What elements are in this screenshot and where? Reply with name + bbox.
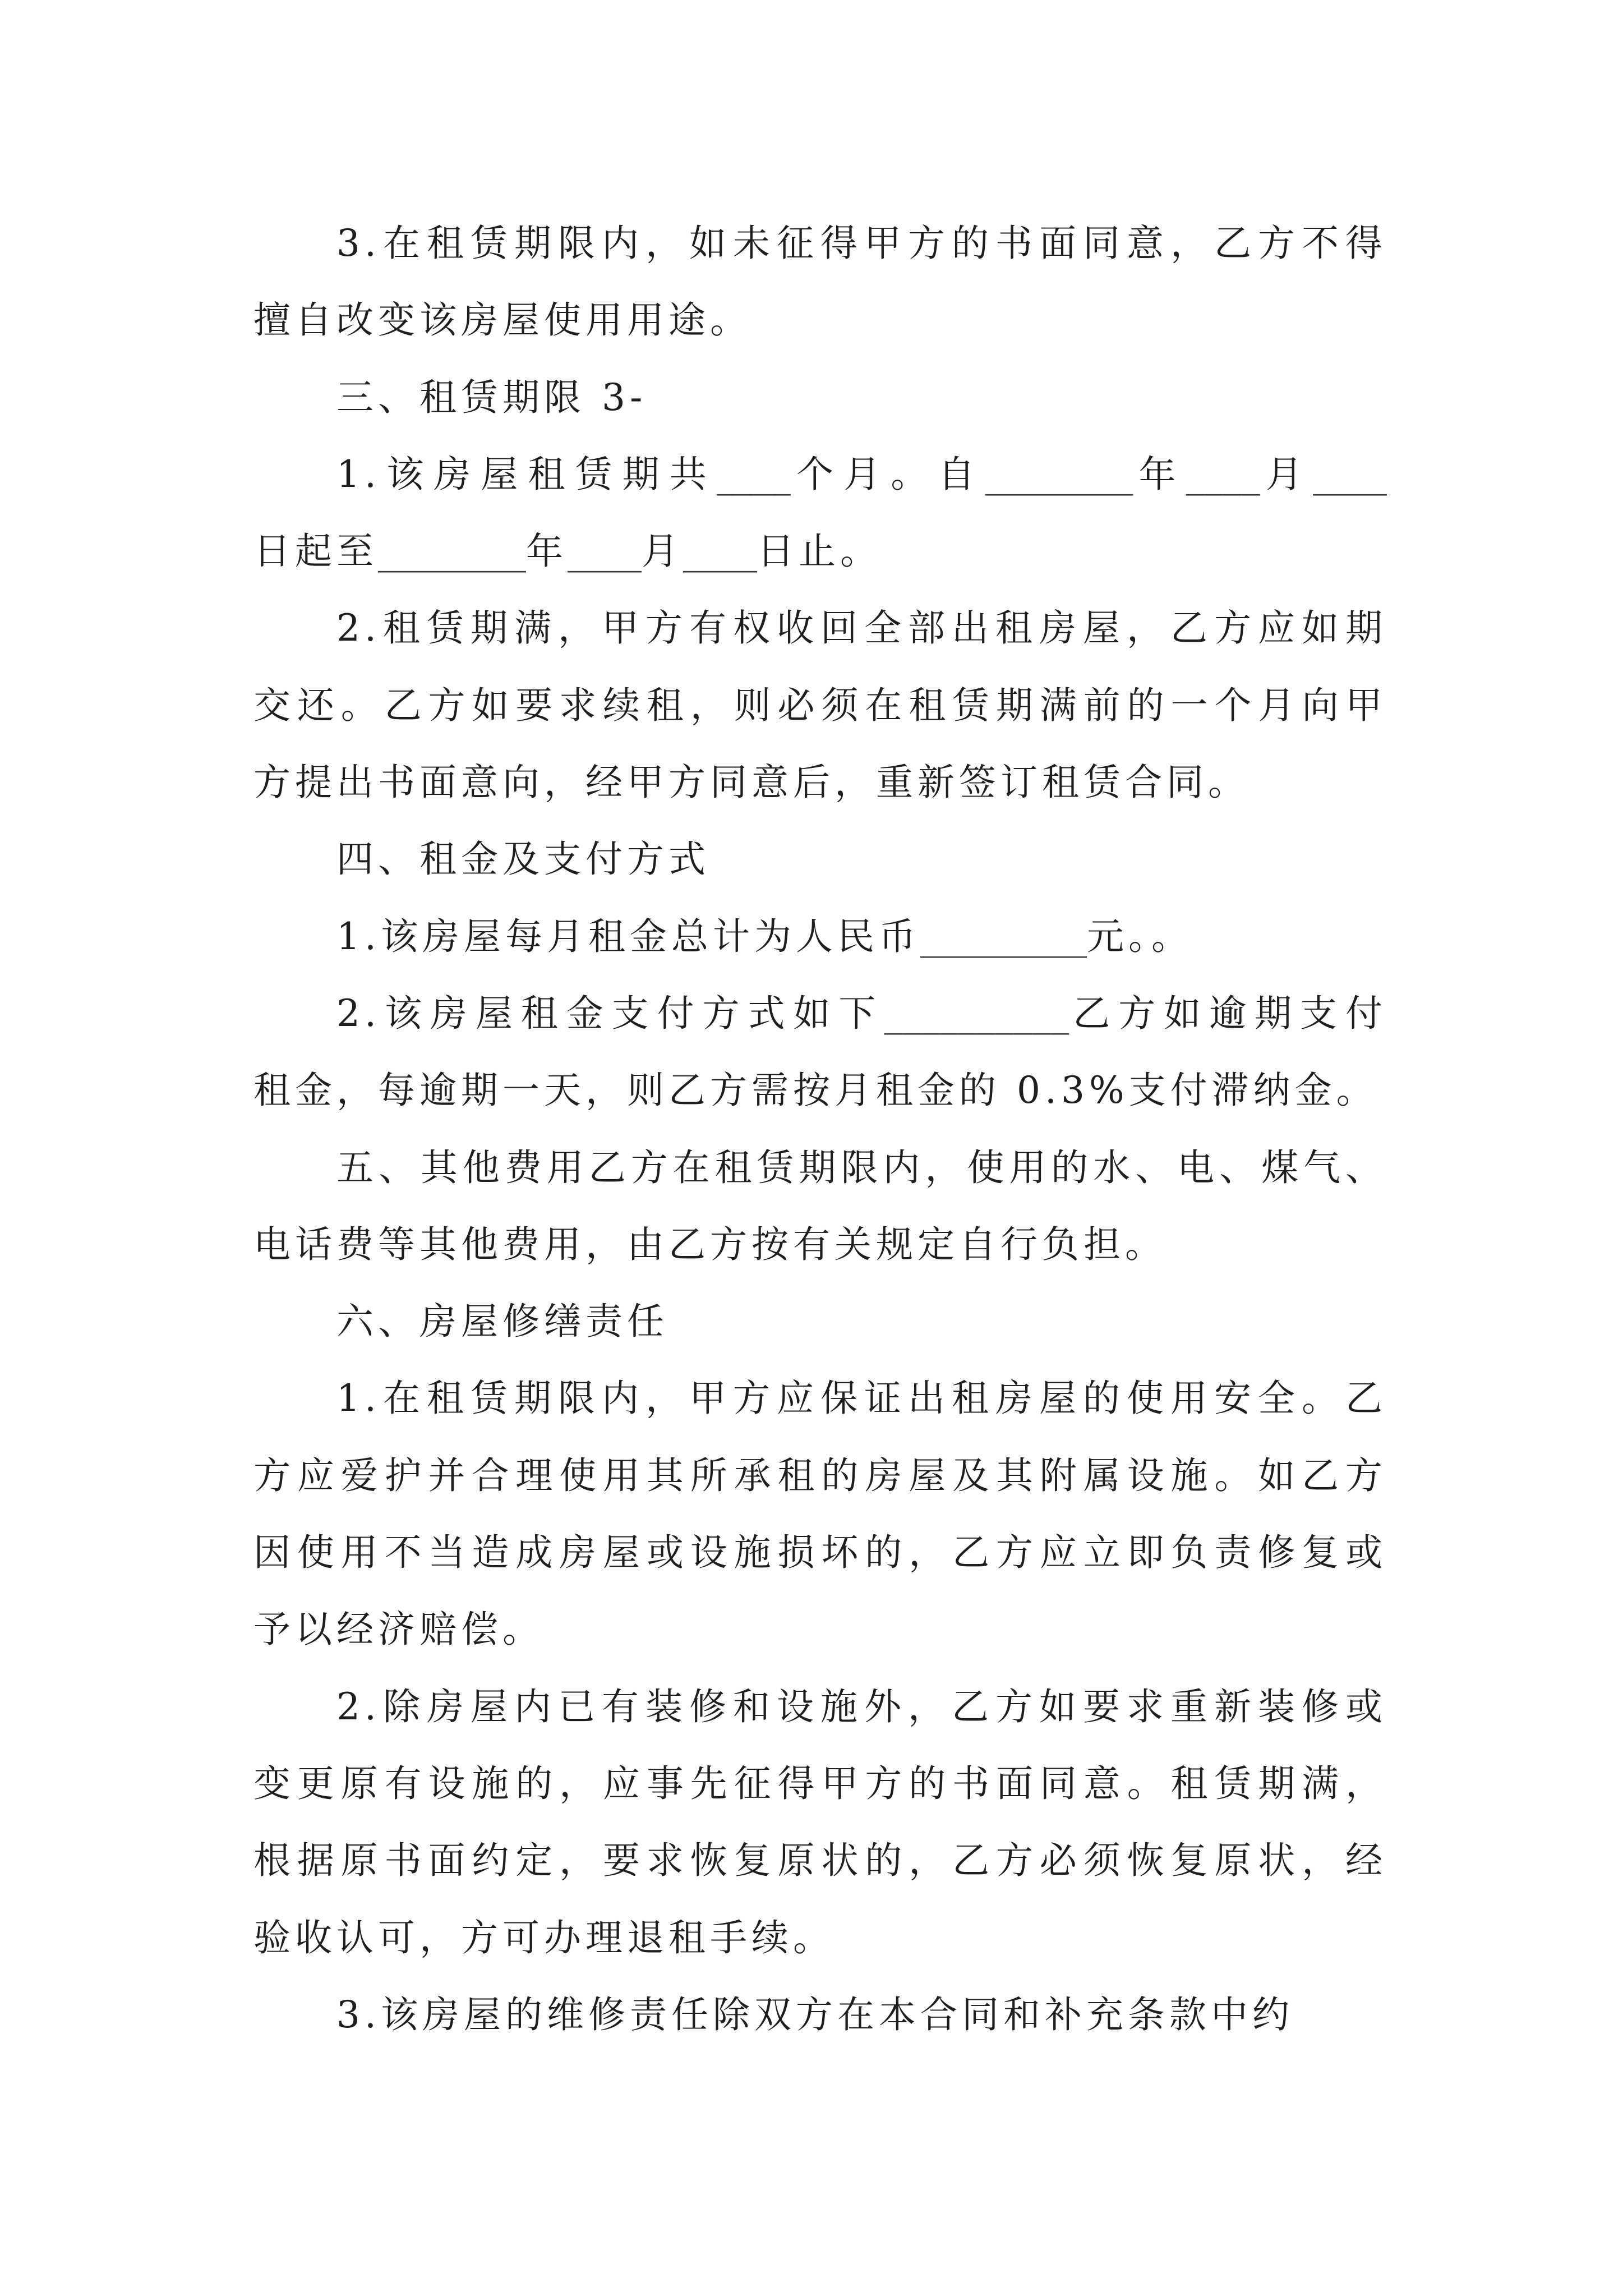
fill-in-blank: ________ <box>378 530 526 573</box>
fill-in-blank: ____ <box>1186 452 1260 496</box>
text-line: 2.租赁期满，甲方有权收回全部出租房屋，乙方应如期 <box>336 606 1387 650</box>
paragraph <box>253 205 1387 359</box>
paragraph <box>253 1129 1387 1283</box>
paragraph <box>253 436 1387 590</box>
text-line: 2.除房屋内已有装修和设施外，乙方如要求重新装修或 <box>336 1685 1387 1728</box>
text-line: 3.该房屋的维修责任除双方在本合同和补充条款中约 <box>336 1993 1294 2036</box>
paragraph <box>253 975 1387 1129</box>
paragraph <box>253 821 1387 898</box>
text-line: 根据原书面约定，要求恢复原状的，乙方必须恢复原状，经 <box>253 1839 1387 1883</box>
fill-in-blank: __________ <box>884 991 1069 1035</box>
text-line: 方应爱护并合理使用其所承租的房屋及其附属设施。如乙方 <box>253 1453 1387 1497</box>
fill-in-blank: ____ <box>1313 452 1387 496</box>
text-line: 1.该房屋租赁期共____个月。自________年____月____ <box>336 452 1387 496</box>
text-line: 变更原有设施的，应事先征得甲方的书面同意。租赁期满， <box>253 1761 1387 1805</box>
text-line: 租金，每逾期一天，则乙方需按月租金的 0.3%支付滞纳金。 <box>253 1069 1378 1112</box>
document-body <box>253 205 1387 2053</box>
text-line: 验收认可，方可办理退租手续。 <box>253 1916 834 1959</box>
paragraph <box>253 898 1387 975</box>
fill-in-blank: ____ <box>568 530 642 573</box>
paragraph <box>253 1976 1387 2053</box>
text-line: 交还。乙方如要求续租，则必须在租赁期满前的一个月向甲 <box>253 683 1387 727</box>
text-line: 四、租金及支付方式 <box>336 838 710 881</box>
text-line: 1.该房屋每月租金总计为人民币_________元。。 <box>336 914 1193 958</box>
text-line: 因使用不当造成房屋或设施损坏的，乙方应立即负责修复或 <box>253 1531 1387 1575</box>
paragraph <box>253 359 1387 436</box>
fill-in-blank: ____ <box>716 452 791 496</box>
fill-in-blank: ________ <box>985 452 1133 496</box>
text-line: 擅自改变该房屋使用用途。 <box>253 298 751 342</box>
paragraph <box>253 1668 1387 1976</box>
text-line: 五、其他费用乙方在租赁期限内，使用的水、电、煤气、 <box>336 1145 1387 1189</box>
text-line: 方提出书面意向，经甲方同意后，重新签订租赁合同。 <box>253 761 1249 804</box>
paragraph <box>253 590 1387 821</box>
paragraph <box>253 1283 1387 1360</box>
text-line: 予以经济赔偿。 <box>253 1608 544 1651</box>
fill-in-blank: ____ <box>683 530 757 573</box>
text-line: 电话费等其他费用，由乙方按有关规定自行负担。 <box>253 1222 1166 1266</box>
text-line: 3.在租赁期限内，如未征得甲方的书面同意，乙方不得 <box>336 222 1387 265</box>
fill-in-blank: _________ <box>920 914 1087 958</box>
text-line: 三、租赁期限 3- <box>336 375 647 419</box>
text-line: 2.该房屋租金支付方式如下__________乙方如逾期支付 <box>336 991 1387 1035</box>
text-line: 六、房屋修缮责任 <box>336 1300 668 1343</box>
text-line: 日起至________年____月____日止。 <box>253 530 882 573</box>
text-line: 1.在租赁期限内，甲方应保证出租房屋的使用安全。乙 <box>336 1377 1387 1420</box>
paragraph <box>253 1360 1387 1668</box>
